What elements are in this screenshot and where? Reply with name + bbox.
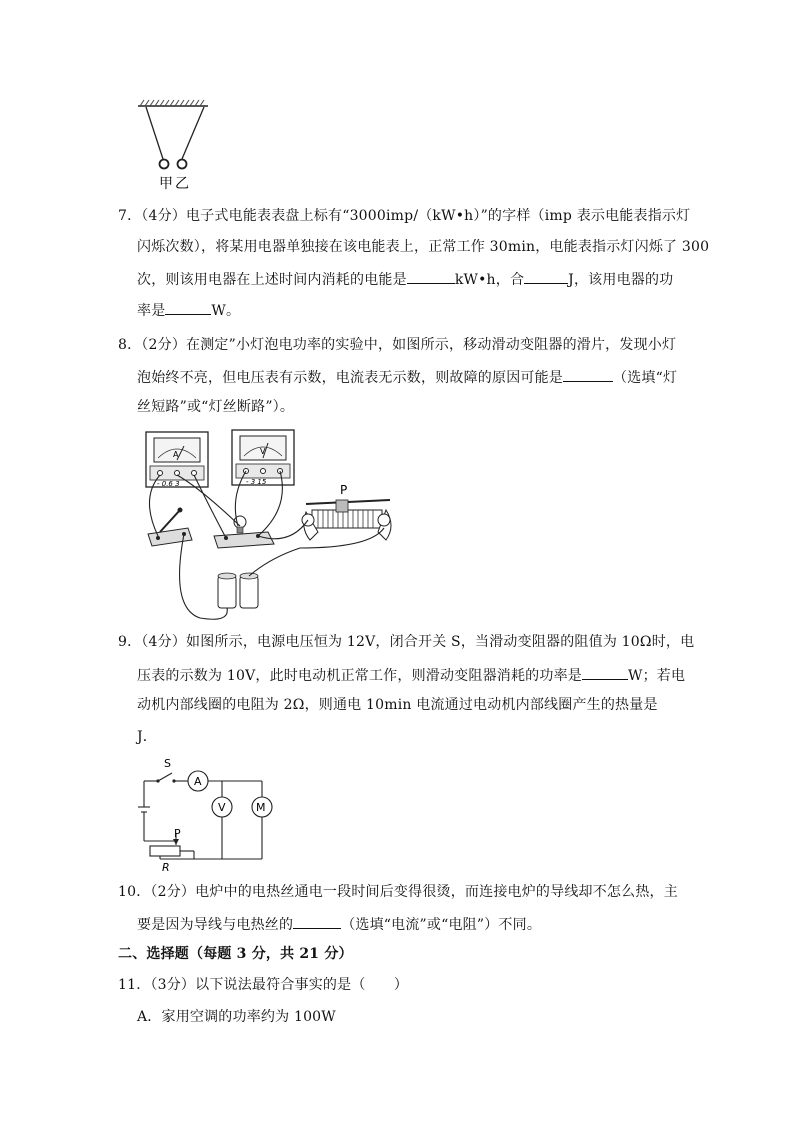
q7-text: kW•h，合 bbox=[454, 272, 525, 288]
q8-text: （选填“灯 bbox=[613, 370, 678, 386]
voltmeter-terminals: - 3 15 bbox=[246, 478, 267, 486]
q7-blank-energy-j[interactable] bbox=[524, 268, 568, 284]
q7-text: 率是 bbox=[137, 303, 166, 319]
q7-line4 bbox=[137, 299, 240, 321]
q11-option-a[interactable]: A．家用空调的功率约为 100W bbox=[137, 1009, 336, 1025]
q9-line4: J． bbox=[137, 729, 158, 745]
q8-line1: 8．（2分）在测定”小灯泡电功率的实验中，如图所示，移动滑动变阻器的滑片，发现小灯 bbox=[118, 337, 677, 353]
q9-line3: 动机内部线圈的电阻为 2Ω，则通电 10min 电流通过电动机内部线圈产生的热量是 bbox=[137, 697, 658, 713]
q7-text: J，该用电器的功 bbox=[568, 272, 674, 288]
battery-pack bbox=[218, 573, 258, 608]
ceiling-hatching bbox=[140, 100, 204, 106]
q10-line1: 10．（2分）电炉中的电热丝通电一段时间后变得很烫，而连接电炉的导线却不怎么热，主 bbox=[118, 884, 678, 900]
circuit-apparatus-figure bbox=[140, 428, 402, 620]
q7-line1: 7．（4分）电子式电能表表盘上标有“3000imp/（kW•h）”的字样（imp 表示电能表指示灯 bbox=[118, 208, 691, 224]
q10-line2 bbox=[137, 913, 541, 935]
switch-contact bbox=[172, 779, 175, 782]
q7-blank-power[interactable] bbox=[165, 299, 211, 315]
voltmeter-letter: V bbox=[218, 801, 226, 814]
rheostat-slider-label: P bbox=[340, 483, 348, 497]
label-jia: 甲 bbox=[159, 176, 173, 192]
voltmeter bbox=[232, 430, 294, 486]
q9-text: 压表的示数为 10V，此时电动机正常工作，则滑动变阻器消耗的功率是 bbox=[137, 668, 582, 684]
ammeter-terminals: - 0.6 3 bbox=[157, 480, 180, 488]
ammeter-letter: A bbox=[173, 450, 179, 459]
q7-text: 次，则该用电器在上述时间内消耗的电能是 bbox=[137, 272, 407, 288]
section-title: 二、选择题（每题 3 分，共 21 分） bbox=[118, 946, 353, 962]
q10-text: （选填“电流”或“电阻”）不同。 bbox=[341, 917, 542, 933]
q10-text: 要是因为导线与电热丝的 bbox=[137, 917, 294, 933]
q11-stem: 11．（3分）以下说法最符合事实的是（ ） bbox=[118, 977, 409, 993]
q10-blank[interactable] bbox=[293, 913, 341, 929]
ball-jia bbox=[160, 160, 169, 169]
motor-letter: M bbox=[256, 801, 266, 814]
label-yi: 乙 bbox=[175, 176, 189, 192]
q8-blank-fault[interactable] bbox=[563, 366, 613, 382]
ammeter bbox=[146, 432, 208, 488]
switch-label: S bbox=[164, 757, 171, 770]
q7-line2: 闪烁次数），将某用电器单独接在该电能表上，正常工作 30min，电能表指示灯闪烁了 300 bbox=[137, 239, 710, 255]
slide-rheostat bbox=[302, 483, 391, 540]
connecting-wires bbox=[149, 471, 384, 619]
circuit-schematic-figure bbox=[134, 755, 284, 875]
q7-line3 bbox=[137, 268, 673, 290]
q8-text: 泡始终不亮，但电压表有示数，电流表无示数，则故障的原因可能是 bbox=[137, 370, 563, 386]
q9-text: W；若电 bbox=[627, 668, 686, 684]
rheostat-body bbox=[150, 846, 180, 856]
q7-text: W。 bbox=[211, 303, 241, 319]
q8-line2 bbox=[137, 366, 677, 388]
ball-yi bbox=[178, 160, 187, 169]
thread-right bbox=[182, 107, 204, 159]
voltmeter-letter: V bbox=[260, 447, 266, 456]
ammeter-letter: A bbox=[194, 775, 202, 788]
switch-pivot bbox=[156, 779, 159, 782]
q7-blank-energy-kwh[interactable] bbox=[407, 268, 455, 284]
resistor-label: R bbox=[162, 861, 170, 874]
q9-line2 bbox=[137, 664, 685, 686]
suspended-balls-figure bbox=[130, 98, 220, 193]
q9-line1: 9．（4分）如图所示，电源电压恒为 12V，闭合开关 S，当滑动变阻器的阻值为 10Ω时，电 bbox=[118, 634, 695, 650]
slider-label: P bbox=[174, 827, 181, 840]
q8-line3: 丝短路”或“灯丝断路”）。 bbox=[137, 399, 295, 415]
thread-left bbox=[146, 107, 163, 159]
q9-blank-power[interactable] bbox=[582, 664, 628, 680]
